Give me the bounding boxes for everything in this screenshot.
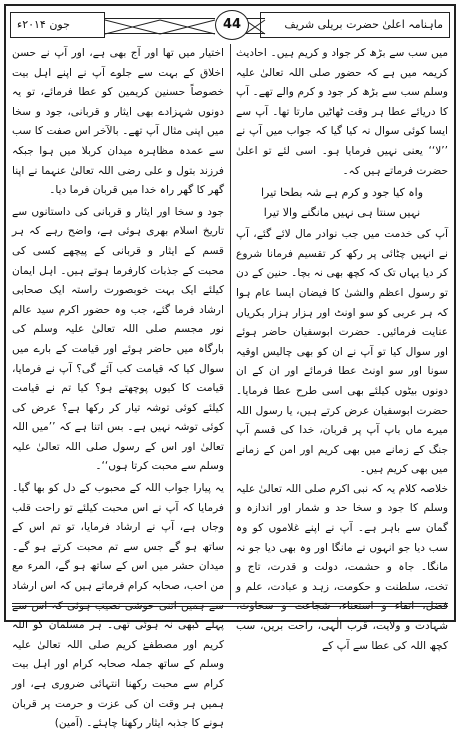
- footer-rule-double: [12, 606, 448, 607]
- poetry-couplet: [236, 183, 448, 223]
- right-paragraph-1: میں سب سے بڑھ کر جواد و کریم ہیں۔ احادیث کریمہ میں ہے کہ حضور صلی اللہ تعالیٰ علیہ وسلم سب سے بڑھ کر جود و کرم والے تھے۔ آپ کا دریائے عطا ہر وقت ٹھاٹیں مارتا تھا۔ آپ سے ایسا کوئی سوال نہ کیا گیا کہ جواب میں آپ نے ’’لا‘‘ یعنی نہیں فرمایا ہو۔ اسی لئے تو اعلیٰ حضرت فرماتے ہیں کہ۔: [236, 47, 448, 177]
- left-column: [12, 44, 224, 730]
- left-paragraph-1: اختیار میں تھا اور آج بھی ہے، اور آپ نے حسن اخلاق کے بہت سے جلوے آپ نے اپنے اہل بیت خصوصاً حسنین کریمین کو عطا فرمائے، تو یہ دونوں شہزادے بھی ایثار و قربانی، جود و سخا میں اپنی مثال آپ تھے۔ بالآخر اس صفت کا سب سے عمدہ مظاہرہ میدان کربلا میں ہوا جبکہ فرزند بتول و علی رضی اللہ تعالیٰ عنہما نے اپنا گھر کا گھر راہ خدا میں قربان فرما دیا۔: [12, 47, 224, 197]
- header-ornament-left: [105, 20, 215, 34]
- footer-rule: [12, 603, 448, 604]
- verse-line-2: نہیں سنتا ہی نہیں مانگنے والا تیرا: [263, 206, 421, 220]
- verse-line-1: واہ کیا جود و کرم ہے شہ بطحا تیرا: [260, 186, 424, 200]
- right-paragraph-3: خلاصہ کلام یہ کہ نبی اکرم صلی اللہ تعالیٰ علیہ وسلم کا جود و سخا حد و شمار اور اندازہ و گمان سے باہر ہے۔ آپ نے اپنے غلاموں کو وہ سب دیا جو انہوں نے مانگا اور وہ بھی دیا جو نہ مانگا۔ جاہ و حشمت، دولت و قدرت، تاج و تخت، سلطنت و حکومت، زہد و عبادت، علم و فضل، اتقاء و استغناء، شجاعت و سخاوت، شہادت و ولایت، قرب الٰہی، راحت بریں، سب کچھ اللہ کی عطا سے آپ کے: [236, 482, 448, 652]
- column-divider: [230, 44, 231, 600]
- header-rule-left: [105, 18, 215, 34]
- left-paragraph-3: یہ پیارا جواب اللہ کے محبوب کے دل کو بھا گیا۔ فرمایا کہ آپ نے اس محبت کیلئے تو راحت قلب وجاں ہے، آپ نے ارشاد فرمایا، تو تم اس کے ساتھ ہو گے جس سے تم محبت کرتے ہو گے۔ میدان حشر میں اس کے ساتھ ہو گے، المرء مع من احب، صحابہ کرام فرماتے ہیں کہ اس ارشاد سے ہمیں اتنی خوشی نصیب ہوئی کہ اس سے پہلے کبھی نہ ہوئی تھی۔ ہر مسلمان کو اللہ کریم اور مصطفےٰ کریم صلی اللہ تعالیٰ علیہ وسلم کے ساتھ جملہ صحابہ کرام اور اہل بیت کرام سے محبت رکھنا انتہائی ضروری ہے، اور ہمیں ہر وقت ان کی عزت و حرمت پر قربان ہونے کا جذبہ ایثار رکھنا چاہئے۔ (آمین): [12, 482, 224, 730]
- issue-date: جون ۲۰۱۴ء: [10, 12, 105, 38]
- right-paragraph-2: آپ کی خدمت میں جب نوادر مال لائے گئے، آپ نے انہیں چٹائی پر رکھ کر تقسیم فرمانا شروع کر دیا یہاں تک کہ کچھ بھی نہ بچا۔ حنین کے دن تو رسول اعظم والشیٰ کا فیضان ایسا عام ہوا کہ ہر عربی کو سو اونٹ اور ہزار ہزار بکریاں عنایت فرمائیں۔ حضرت ابوسفیان حاضر ہوئے اور سوال کیا تو آپ نے ان کو بھی چالیس اوقیہ سونا اور سو اونٹ عطا فرمائے اور ان کے ان دونوں بیٹوں کیلئے بھی اسی طرح عطا فرمایا۔ حضرت ابوسفیان عرض کرتے ہیں، یا رسول اللہ میرے ماں باپ آپ پر قربان، خدا کی قسم آپ جنگ کے زمانے میں بھی کریم اور امن کے زمانے میں بھی کریم ہیں۔: [236, 228, 448, 476]
- left-paragraph-2: جود و سخا اور ایثار و قربانی کی داستانوں سے تاریخ اسلام بھری ہوئی ہے، واضح رہے کہ ہر قسم کے ایثار و قربانی کے پیچھے کسی کی محبت کے جذبات کارفرما ہوتے ہیں۔ اہل ایمان کیلئے ایک بہت خوبصورت راستہ ایک صحابی ارشاد فرما گئے، جب وہ حضور اکرم سید عالم نور مجسم صلی اللہ تعالیٰ علیہ وسلم کی بارگاہ میں حاضر ہوئے اور قیامت کے بارے میں سوال کیا کہ قیامت کب آئے گی؟ آپ نے فرمایا، قیامت کا کیوں پوچھتے ہو؟ کیا تم نے قیامت کیلئے کوئی توشہ تیار کر رکھا ہے؟ عرض کی کوئی توشہ نہیں ہے۔ بس اتنا ہے کہ ’’میں اللہ تعالیٰ اور اس کے رسول صلی اللہ تعالیٰ علیہ وسلم سے محبت کرتا ہوں‘‘۔: [12, 205, 224, 473]
- page-header: [10, 10, 450, 40]
- right-column: [236, 44, 448, 652]
- page-number: 44: [215, 10, 249, 40]
- magazine-title: ماہنامہ اعلیٰ حضرت بریلی شریف: [260, 12, 450, 38]
